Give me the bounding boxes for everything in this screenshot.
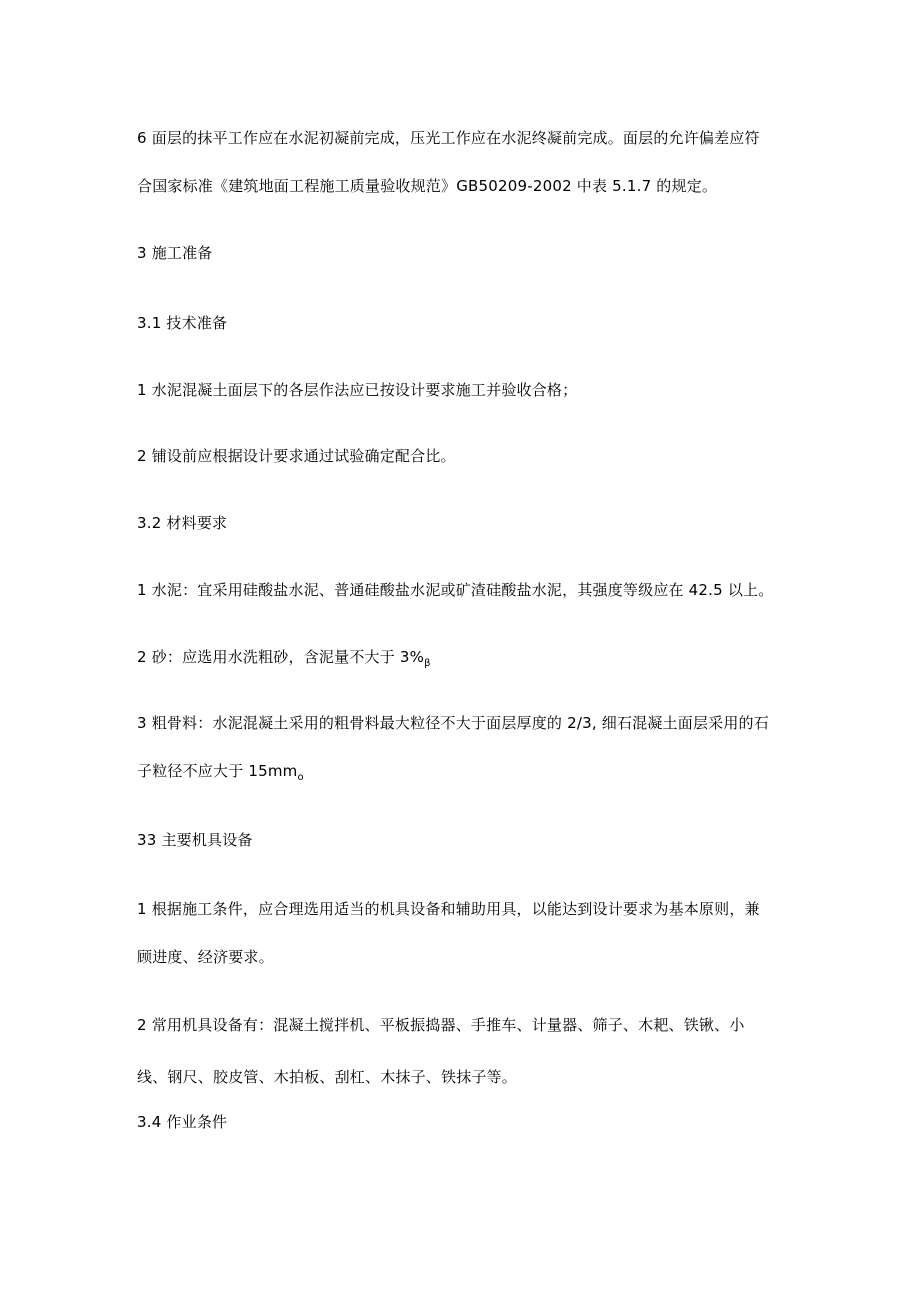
section-heading-3-1: 3.1 技术准备 [137, 314, 228, 332]
equipment-item-2-line-1: 2 常用机具设备有：混凝土搅拌机、平板振捣器、手推车、计量器、筛子、木耙、铁锹、小 [137, 1016, 745, 1034]
material-item-2-text: 2 砂：应选用水洗粗砂，含泥量不大于 3% [137, 648, 425, 666]
paragraph-6-line-2: 合国家标准《建筑地面工程施工质量验收规范》GB50209-2002 中表 5.1.7 的规定。 [137, 177, 718, 195]
material-item-2 [137, 647, 431, 674]
material-item-3-subscript: o [297, 772, 304, 783]
tech-item-2: 2 铺设前应根据设计要求通过试验确定配合比。 [137, 447, 456, 465]
section-heading-3-3: 33 主要机具设备 [137, 831, 253, 849]
equipment-item-2-line-2: 线、钢尺、胶皮管、木拍板、刮杠、木抹子、铁抹子等。 [137, 1068, 518, 1086]
section-heading-3-4: 3.4 作业条件 [137, 1113, 228, 1131]
material-item-3-line-2 [137, 761, 304, 788]
section-heading-3: 3 施工准备 [137, 244, 213, 262]
material-item-3-text: 子粒径不应大于 15mm [137, 762, 298, 780]
equipment-item-1-line-1: 1 根据施工条件，应合理选用适当的机具设备和辅助用具，以能达到设计要求为基本原则，兼 [137, 900, 760, 918]
equipment-item-1-line-2: 顾进度、经济要求。 [137, 948, 274, 966]
tech-item-1: 1 水泥混凝土面层下的各层作法应已按设计要求施工并验收合格； [137, 381, 578, 399]
material-item-2-subscript: β [424, 658, 431, 669]
section-heading-3-2: 3.2 材料要求 [137, 514, 228, 532]
paragraph-6-line-1: 6 面层的抹平工作应在水泥初凝前完成，压光工作应在水泥终凝前完成。面层的允许偏差应符 [137, 129, 760, 147]
material-item-1: 1 水泥：宜采用硅酸盐水泥、普通硅酸盐水泥或矿渣硅酸盐水泥，其强度等级应在 42.5 以上。 [137, 581, 774, 599]
material-item-3-line-1: 3 粗骨料：水泥混凝土采用的粗骨料最大粒径不大于面层厚度的 2/3, 细石混凝土面层采用的石 [137, 714, 769, 732]
